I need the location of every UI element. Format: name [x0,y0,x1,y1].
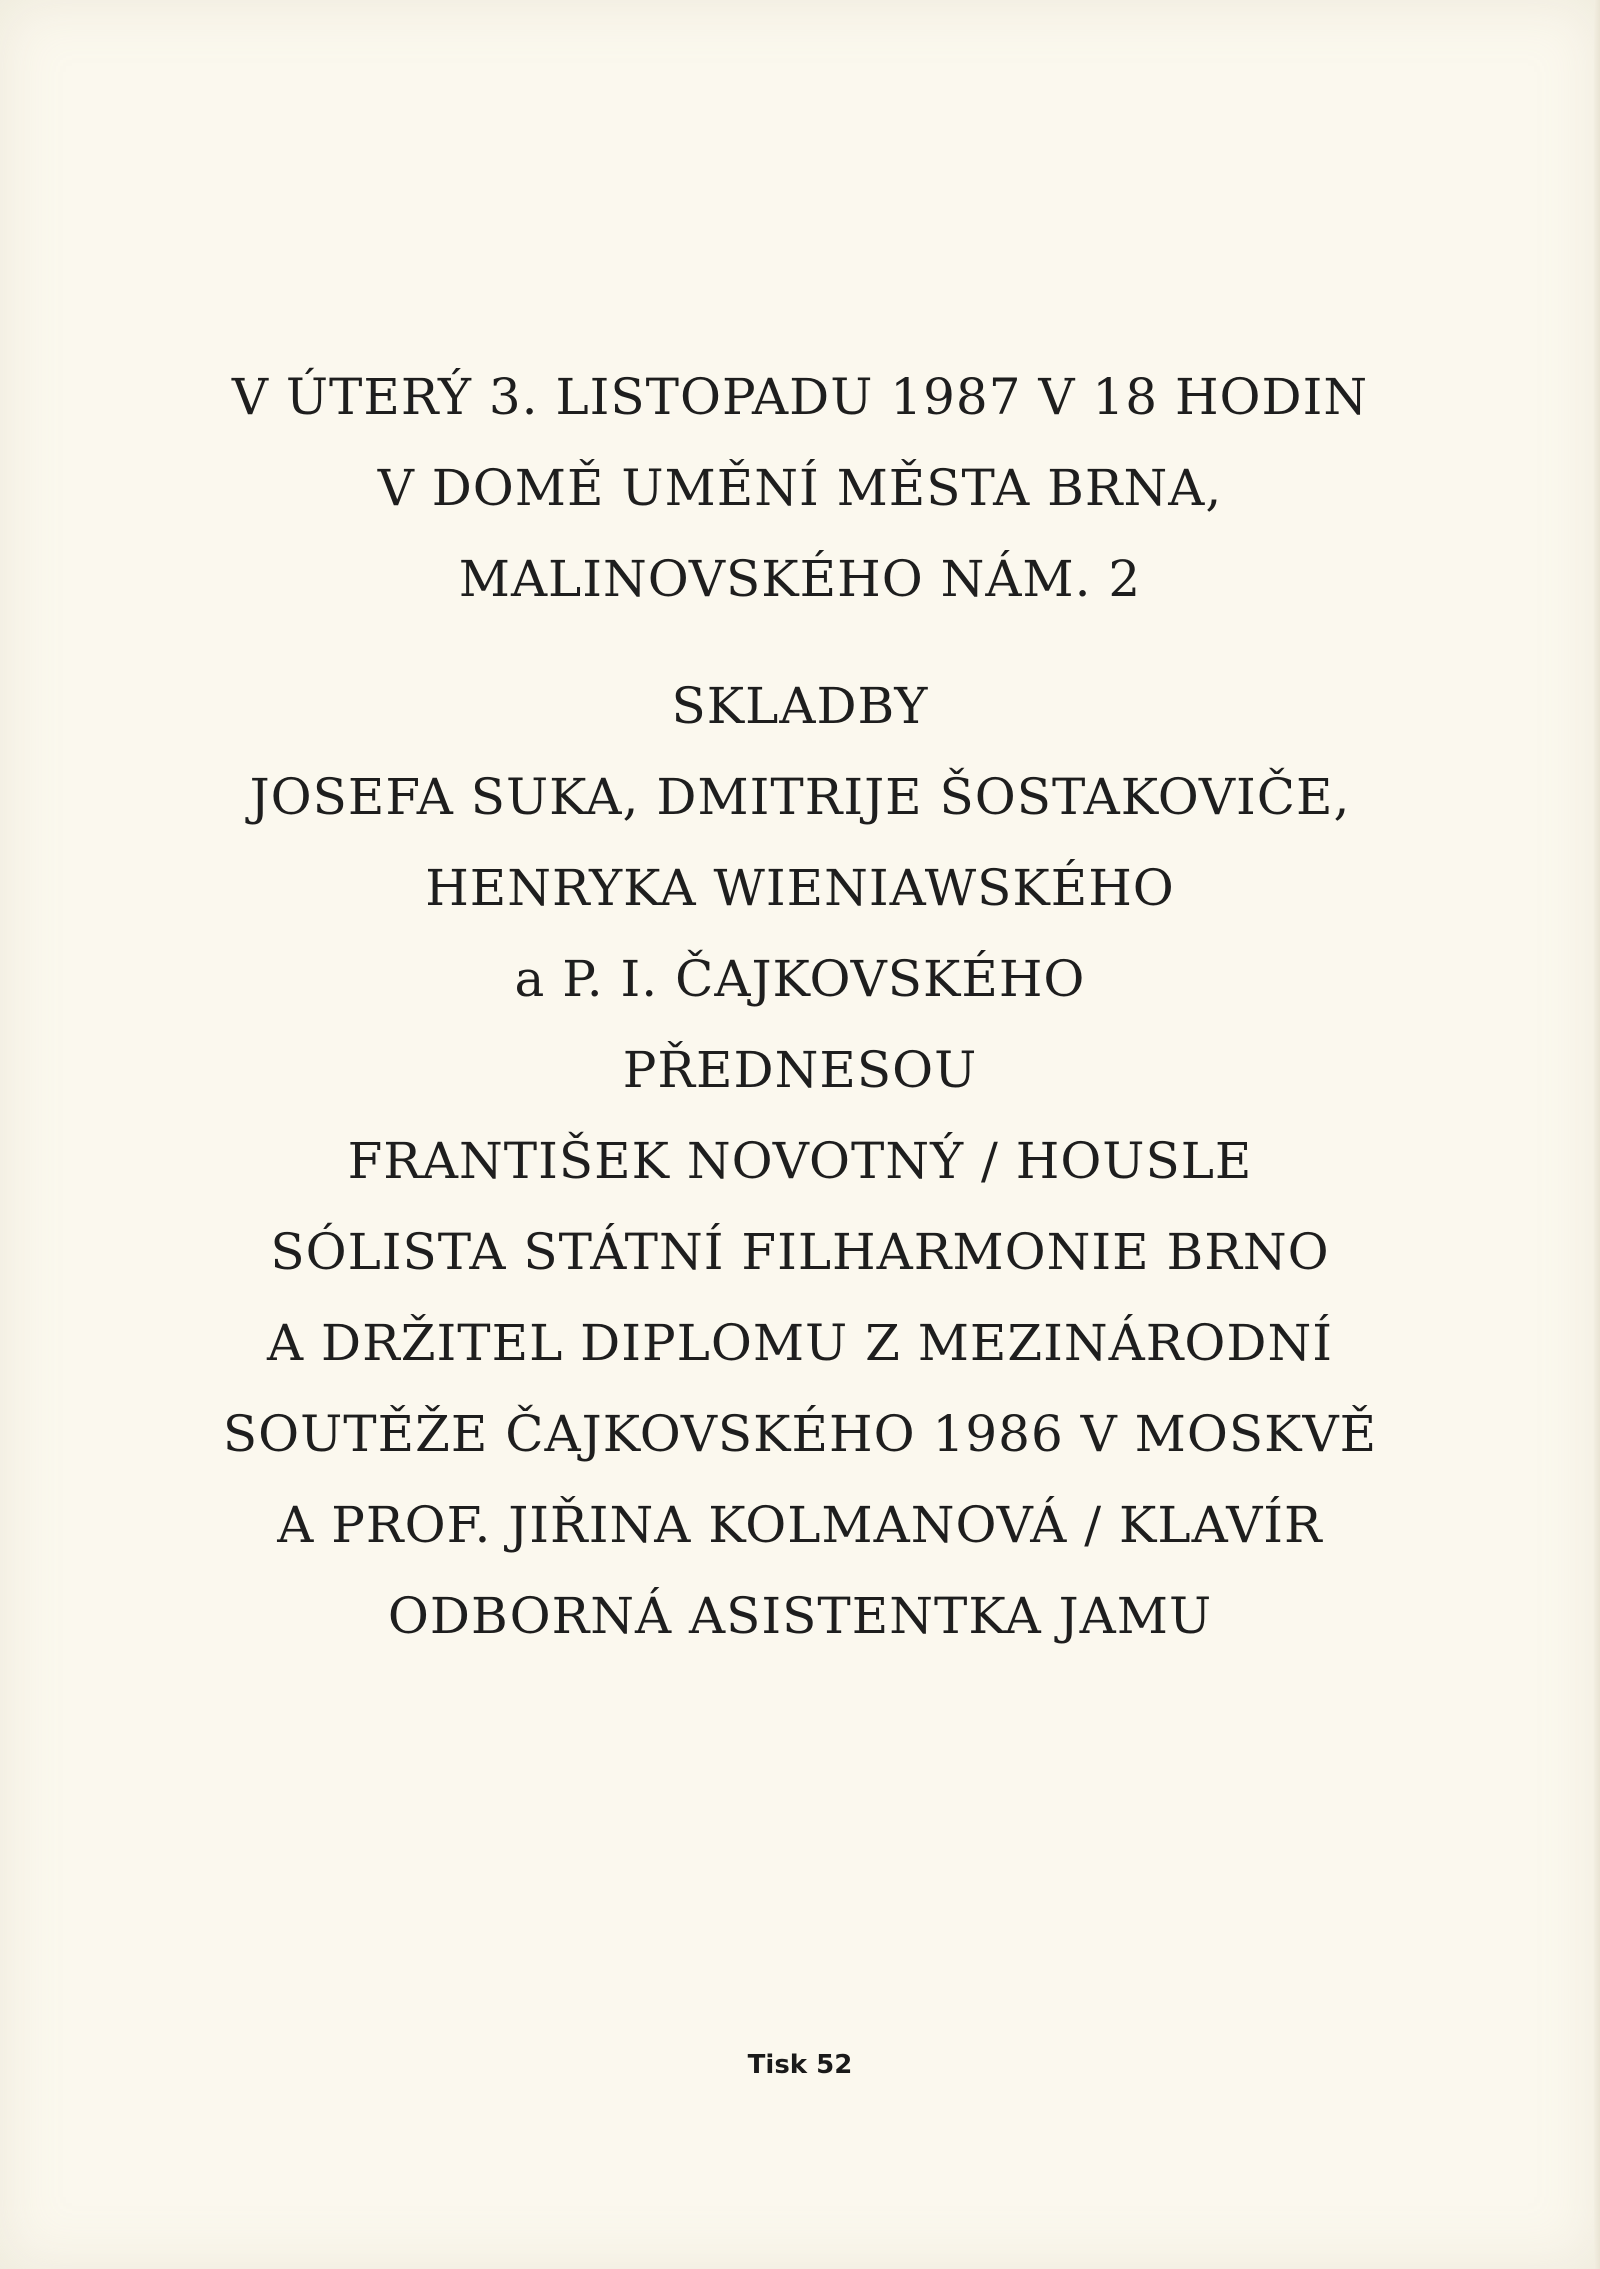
announcement-text [0,352,1600,1662]
pianist-title-line: ODBORNÁ ASISTENTKA JAMU [387,1587,1213,1645]
violinist-title-line: SÓLISTA STÁTNÍ FILHARMONIE BRNO [270,1223,1330,1281]
violinist-line: FRANTIŠEK NOVOTNÝ / HOUSLE [347,1132,1253,1190]
violinist-award-line-1: A DRŽITEL DIPLOMU Z MEZINÁRODNÍ [267,1314,1333,1372]
pianist-line: A PROF. JIŘINA KOLMANOVÁ / KLAVÍR [277,1496,1323,1554]
section-gap [0,625,1600,661]
violinist-award-line-2: SOUTĚŽE ČAJKOVSKÉHO 1986 V MOSKVĚ [222,1405,1378,1463]
date-time-line: V ÚTERÝ 3. LISTOPADU 1987 V 18 HODIN [231,368,1369,426]
composers-line-2: HENRYKA WIENIAWSKÉHO [425,859,1175,917]
performers-heading-line: PŘEDNESOU [622,1041,978,1099]
print-mark: Tisk 52 [747,2050,853,2080]
venue-line: V DOMĚ UMĚNÍ MĚSTA BRNA, [377,459,1223,517]
program-heading-line: SKLADBY [671,677,929,735]
address-line: MALINOVSKÉHO NÁM. 2 [458,550,1142,608]
composers-line-1: JOSEFA SUKA, DMITRIJE ŠOSTAKOVIČE, [249,768,1351,826]
composers-line-3: a P. I. ČAJKOVSKÉHO [514,950,1086,1008]
